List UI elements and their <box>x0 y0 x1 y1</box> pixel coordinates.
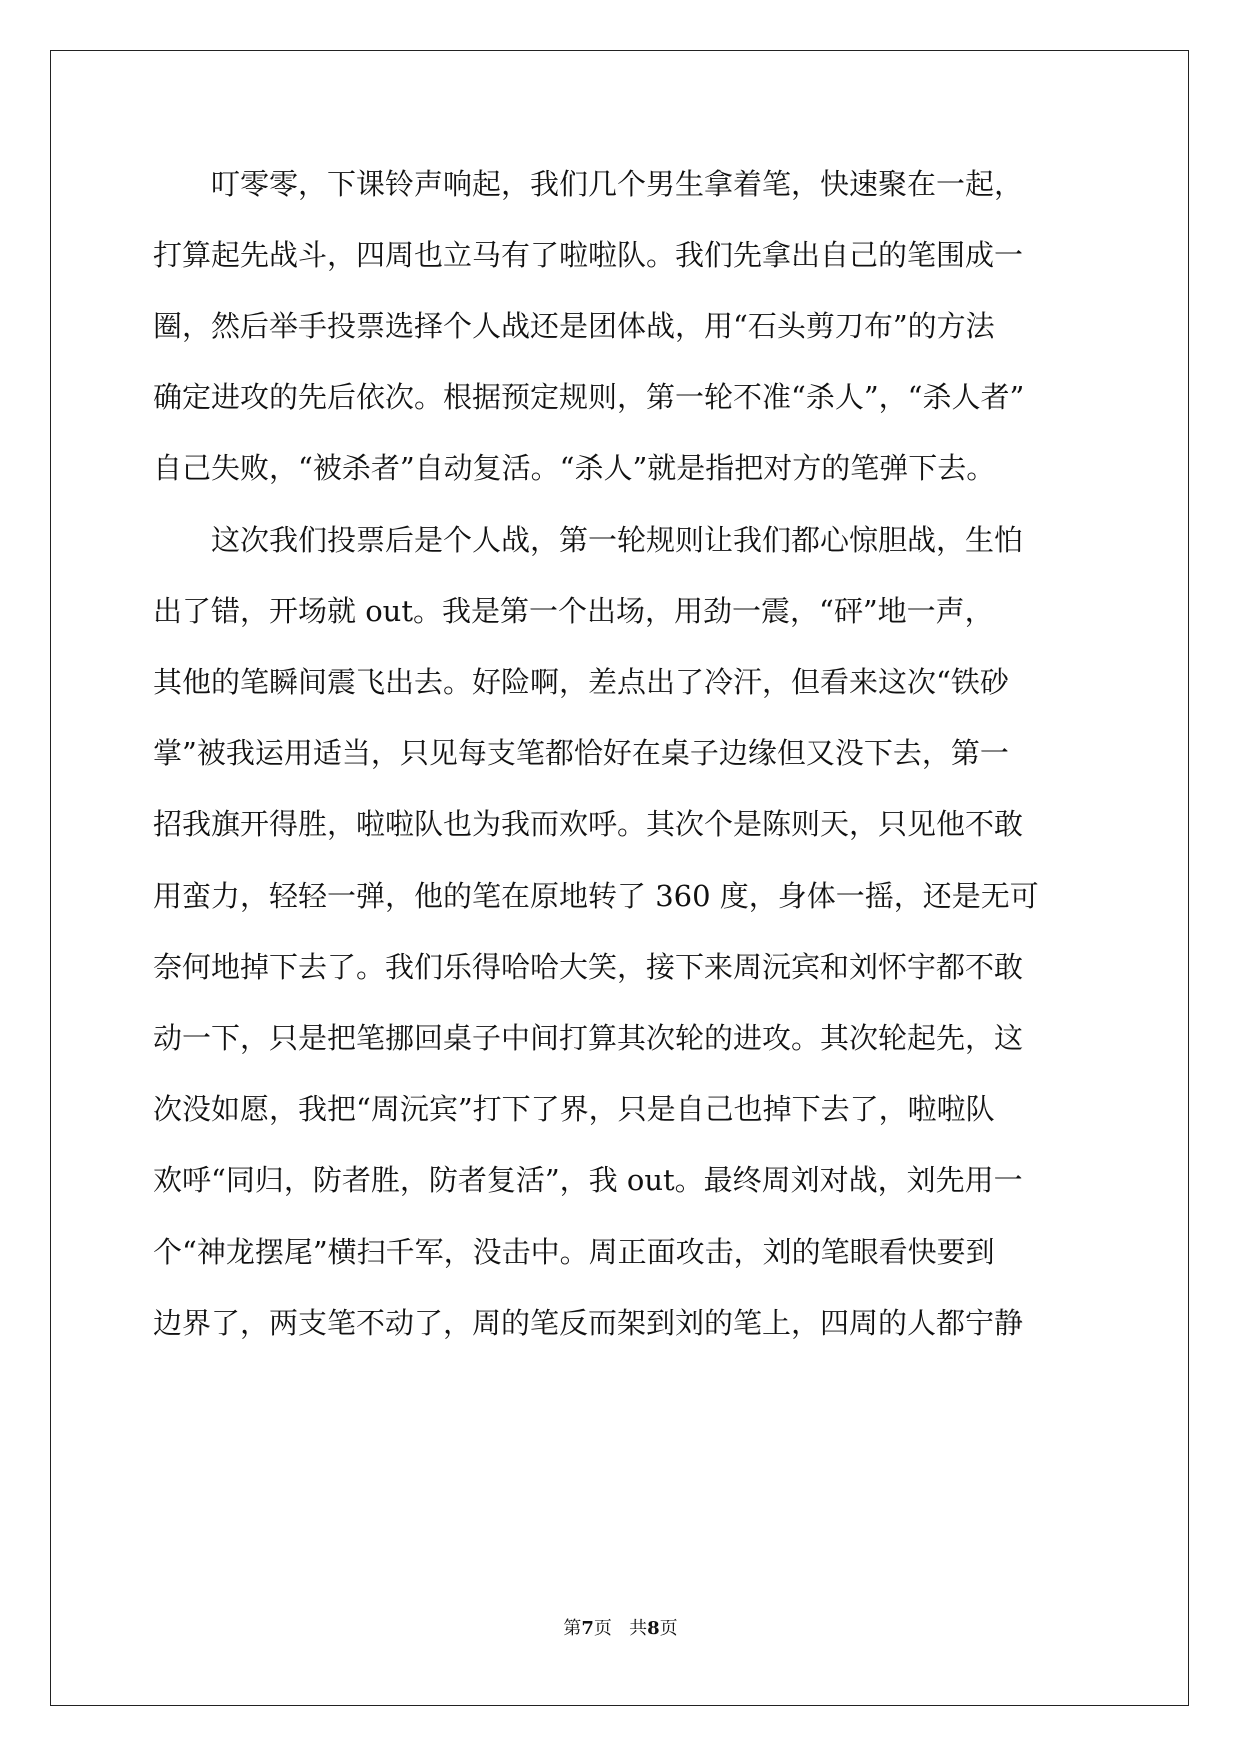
page-number: 7 <box>581 1618 594 1639</box>
footer-total-prefix: 共 <box>629 1618 648 1639</box>
text-line: 奈何地掉下去了。我们乐得哈哈大笑，接下来周沅宾和刘怀宇都不敢 <box>153 950 1024 984</box>
text-line: 个“神龙摆尾”横扫千军，没击中。周正面攻击，刘的笔眼看快要到 <box>153 1235 995 1269</box>
text-line: 这次我们投票后是个人战，第一轮规则让我们都心惊胆战，生怕 <box>211 523 1024 557</box>
text-line: 出了错，开场就 out。我是第一个出场，用劲一震，“砰”地一声， <box>153 594 994 628</box>
text-line: 掌”被我运用适当，只见每支笔都恰好在桌子边缘但又没下去，第一 <box>153 736 1009 770</box>
total-pages: 8 <box>647 1618 660 1639</box>
text-line: 用蛮力，轻轻一弹，他的笔在原地转了 360 度，身体一摇，还是无可 <box>153 879 1039 913</box>
text-line: 自己失败，“被杀者”自动复活。“杀人”就是指把对方的笔弹下去。 <box>153 451 996 485</box>
text-line: 次没如愿，我把“周沅宾”打下了界，只是自己也掉下去了，啦啦队 <box>153 1092 995 1126</box>
text-line: 动一下，只是把笔挪回桌子中间打算其次轮的进攻。其次轮起先，这 <box>153 1021 1024 1055</box>
text-line: 其他的笔瞬间震飞出去。好险啊，差点出了冷汗，但看来这次“铁砂 <box>153 665 1009 699</box>
text-line: 确定进攻的先后依次。根据预定规则，第一轮不准“杀人”，“杀人者” <box>153 380 1025 414</box>
page-border <box>50 50 1189 1706</box>
text-line: 边界了，两支笔不动了，周的笔反而架到刘的笔上，四周的人都宁静 <box>153 1306 1024 1340</box>
footer-total-suffix: 页 <box>659 1618 678 1639</box>
text-line: 打算起先战斗，四周也立马有了啦啦队。我们先拿出自己的笔围成一 <box>153 238 1024 272</box>
page-footer <box>0 1614 1241 1640</box>
text-line: 欢呼“同归，防者胜，防者复活”，我 out。最终周刘对战，刘先用一 <box>153 1163 1023 1197</box>
footer-prefix: 第 <box>563 1618 582 1639</box>
footer-page-suffix: 页 <box>593 1618 612 1639</box>
text-line: 叮零零，下课铃声响起，我们几个男生拿着笔，快速聚在一起， <box>211 167 1024 201</box>
text-line: 圈，然后举手投票选择个人战还是团体战，用“石头剪刀布”的方法 <box>153 309 995 343</box>
text-line: 招我旗开得胜，啦啦队也为我而欢呼。其次个是陈则天，只见他不敢 <box>153 807 1024 841</box>
